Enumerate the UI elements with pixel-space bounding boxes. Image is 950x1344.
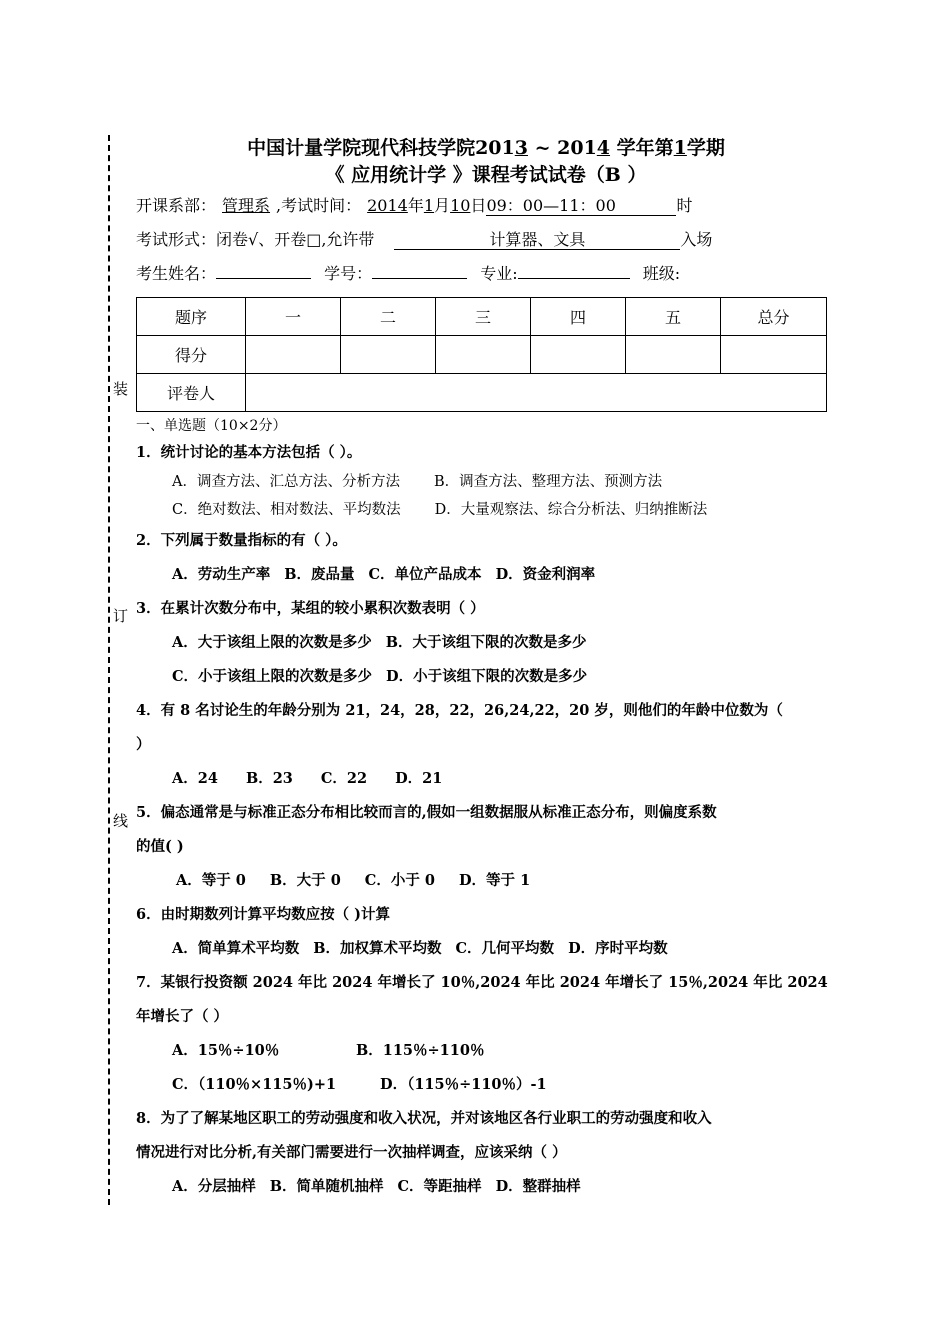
binding-char-zhuang: 装: [113, 380, 129, 398]
question-1: 1．统计讨论的基本方法包括（ ）。: [136, 444, 362, 461]
name-field[interactable]: [216, 259, 311, 279]
time-value: 09：00—11：00: [486, 196, 676, 216]
binding-char-ding: 订: [113, 607, 129, 625]
question-4: 4．有 8 名讨论生的年龄分别为 21，24，28，22，26,24,22，20 岁，则他们的年龄中位数为（ ）: [136, 702, 783, 753]
dept-value: 管理系: [222, 196, 271, 215]
score-row: 得分: [137, 336, 827, 374]
score-table-header-row: 题序 一 二 三 四 五 总分: [137, 298, 827, 336]
question-6-options: A．简单算术平均数 B．加权算术平均数 C．几何平均数 D．序时平均数: [172, 940, 668, 957]
binding-line: [108, 135, 110, 1205]
question-7-options-row1: A．15％÷10％ B．115％÷110％: [172, 1042, 485, 1059]
question-7: 7．某银行投资额 2024 年比 2024 年增长了 10％,2024 年比 2024 年增长了 15％,2024 年比 2024 年增长了（ ）: [136, 974, 828, 1025]
question-5-options: A．等于 0 B．大于 0 C．小于 0 D．等于 1: [176, 872, 531, 889]
student-id-field[interactable]: [372, 259, 467, 279]
question-3-options-row2: C．小于该组上限的次数是多少 D．小于该组下限的次数是多少: [172, 668, 588, 685]
question-4-options: A．24 B．23 C．22 D．21: [172, 770, 443, 787]
question-3: 3．在累计次数分布中，某组的较小累积次数表明（ ）: [136, 600, 485, 617]
question-2: 2．下列属于数量指标的有（ ）。: [136, 532, 347, 549]
exam-title-line1: 中国计量学院现代科技学院2013 ~ 2014 学年第1学期: [247, 137, 725, 159]
question-2-options: A．劳动生产率 B．废品量 C．单位产品成本 D．资金利润率: [172, 566, 596, 583]
binding-char-xian: 线: [113, 812, 129, 830]
question-6: 6．由时期数列计算平均数应按（ )计算: [136, 906, 390, 923]
allowed-items: 计算器、文具: [394, 230, 680, 250]
major-field[interactable]: [518, 259, 630, 279]
exam-title-line2: 《 应用统计学 》课程考试试卷（B ）: [325, 164, 647, 186]
exam-form-line: 考试形式：闭卷√、开卷□,允许带 计算器、文具 入场: [136, 230, 713, 249]
section-title: 一、单选题（10×2分）: [136, 418, 287, 434]
score-table: [136, 297, 827, 412]
grader-row: 评卷人: [137, 374, 827, 412]
student-info-line: 考生姓名： 学号： 专业: 班级:: [136, 257, 836, 291]
question-3-options-row1: A．大于该组上限的次数是多少 B．大于该组下限的次数是多少: [172, 634, 587, 651]
exam-page: [136, 135, 836, 1204]
question-8: 8．为了了解某地区职工的劳动强度和收入状况，并对该地区各行业职工的劳动强度和收入 情况进行对比分析,有关部门需要进行一次抽样调查，应该采纳（ ）: [136, 1110, 712, 1161]
question-7-options-row2: C．（110％×115％)+1 D．（115％÷110％）-1: [172, 1076, 547, 1093]
question-8-options: A．分层抽样 B．简单随机抽样 C．等距抽样 D．整群抽样: [172, 1178, 581, 1195]
question-1-options-row1: A．调查方法、汇总方法、分析方法 B．调查方法、整理方法、预测方法: [172, 474, 663, 490]
question-1-options-row2: C．绝对数法、相对数法、平均数法 D．大量观察法、综合分析法、归纳推断法: [172, 502, 708, 518]
dept-time-line: 开课系部： 管理系 ,考试时间： 2014年1月10日09：00—11：00 时: [136, 196, 693, 215]
question-5: 5．偏态通常是与标准正态分布相比较而言的,假如一组数据服从标准正态分布，则偏度系数 的值( ): [136, 804, 717, 855]
